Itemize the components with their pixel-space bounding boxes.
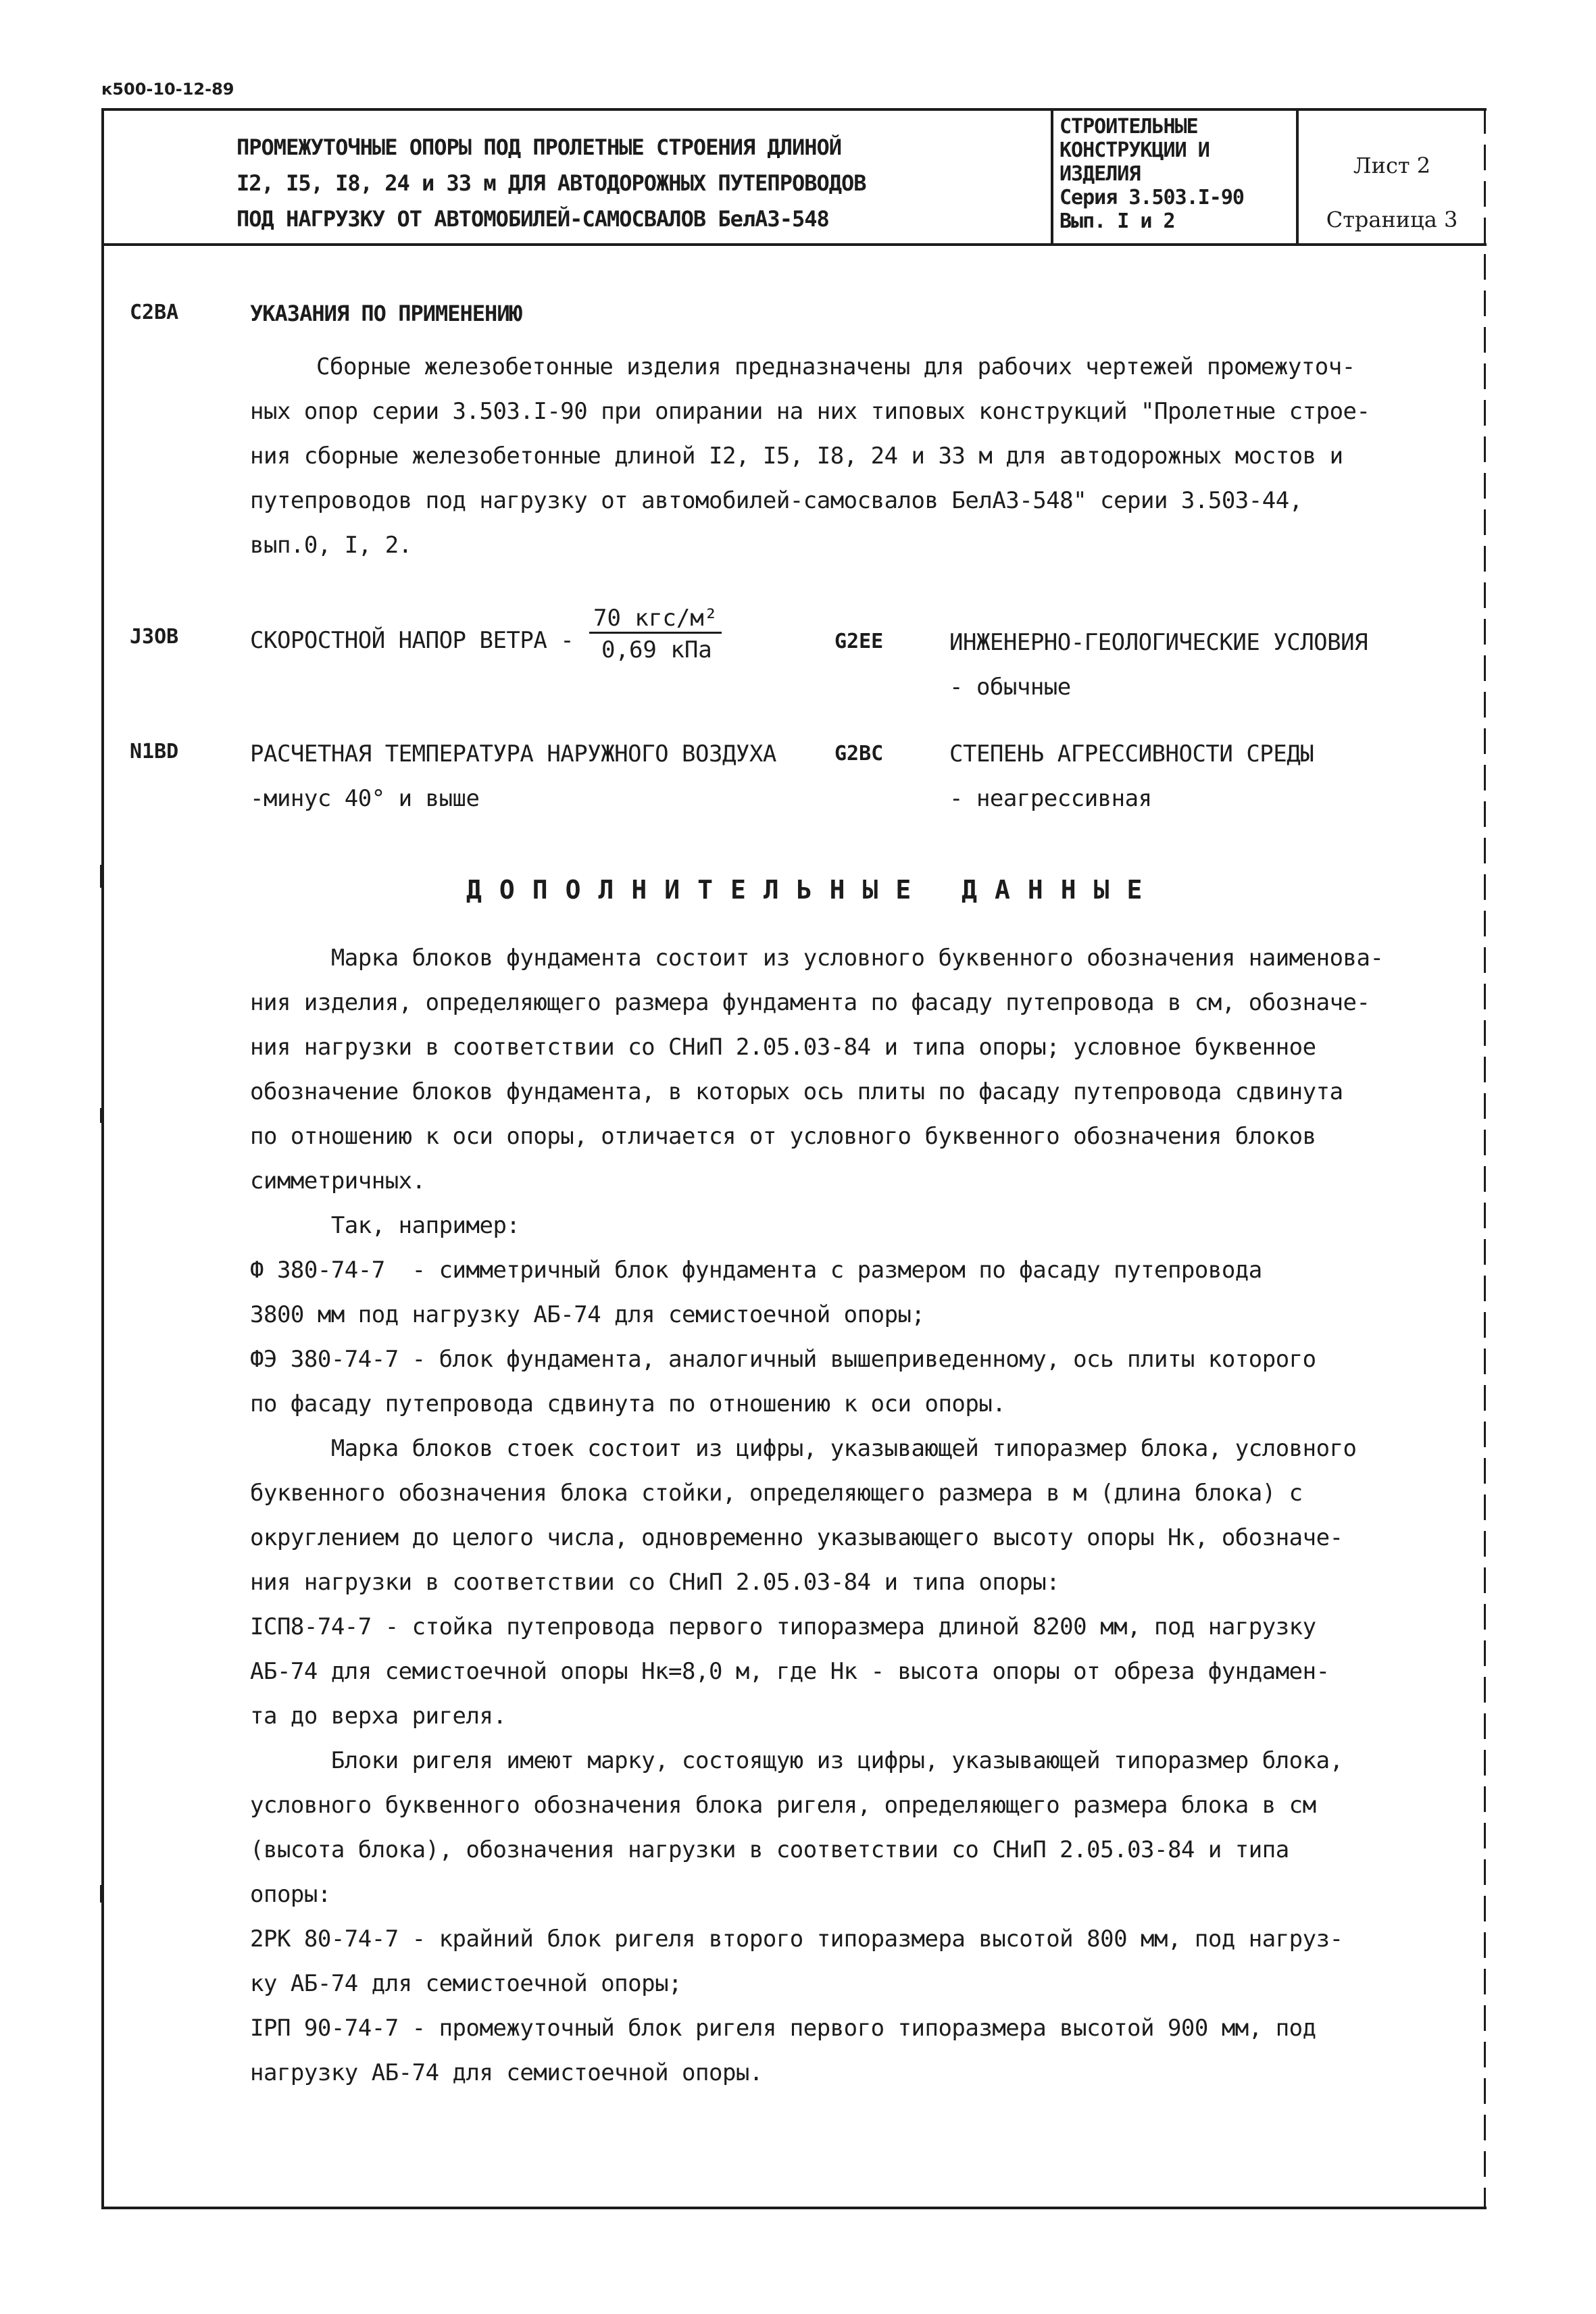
page-number: Страница 3 <box>1326 207 1458 232</box>
additional-data-text <box>250 936 1383 2095</box>
text-line: ния нагрузки в соответствии со СНиП 2.05.03-84 и типа опоры: <box>250 1569 1060 1596</box>
series-line: КОНСТРУКЦИИ И <box>1059 139 1210 162</box>
text-line: буквенного обозначения блока стойки, определяющего размера в м (длина блока) с <box>250 1480 1303 1507</box>
series-line: ИЗДЕЛИЯ <box>1059 162 1141 186</box>
temperature-code: N1BD <box>130 740 179 763</box>
text-line: Марка блоков фундамента состоит из условного буквенного обозначения наименова- <box>250 945 1384 972</box>
text-line: ния нагрузки в соответствии со СНиП 2.05.03-84 и типа опоры; условное буквенное <box>250 1034 1316 1061</box>
document-title <box>236 130 1047 237</box>
geology-code: G2EE <box>834 630 884 653</box>
series-line: Вып. I и 2 <box>1059 209 1175 233</box>
wind-value-numerator: 70 кгс/м² <box>589 605 722 634</box>
application-text <box>250 345 1370 568</box>
series-line: Серия 3.503.I-90 <box>1059 186 1244 209</box>
text-line: условного буквенного обозначения блока ригеля, определяющего размера блока в см <box>250 1792 1316 1819</box>
margin-mark <box>100 1885 104 1903</box>
text-line: 2РК 80-74-7 - крайний блок ригеля второго типоразмера высотой 800 мм, под нагруз- <box>250 1926 1343 1953</box>
geology-condition <box>949 620 1368 709</box>
additional-data-heading: ДОПОЛНИТЕЛЬНЫЕ ДАННЫЕ <box>466 875 1160 905</box>
aggressiveness-label: СТЕПЕНЬ АГРЕССИВНОСТИ СРЕДЫ <box>949 740 1314 768</box>
text-line: Марка блоков стоек состоит из цифры, указывающей типоразмер блока, условного <box>250 1435 1357 1462</box>
text-line: симметричных. <box>250 1167 426 1194</box>
wind-value-denominator: 0,69 кПа <box>601 636 712 663</box>
text-line: (высота блока), обозначения нагрузки в соответствии со СНиП 2.05.03-84 и типа <box>250 1836 1289 1863</box>
text-line: АБ-74 для семистоечной опоры Нк=8,0 м, где Нк - высота опоры от обреза фундамен- <box>250 1658 1330 1685</box>
text-line: ния сборные железобетонные длиной I2, I5, I8, 24 и 33 м для автодорожных мостов и <box>250 443 1343 470</box>
geology-label: ИНЖЕНЕРНО-ГЕОЛОГИЧЕСКИЕ УСЛОВИЯ <box>949 629 1368 656</box>
title-block-divider <box>101 243 1487 246</box>
title-line: ПОД НАГРУЗКУ ОТ АВТОМОБИЛЕЙ-САМОСВАЛОВ БелАЗ-548 <box>236 206 829 232</box>
temperature-value: -минус 40° и выше <box>250 785 480 812</box>
aggressiveness-value: - неагрессивная <box>949 785 1152 812</box>
title-line: ПРОМЕЖУТОЧНЫЕ ОПОРЫ ПОД ПРОЛЕТНЫЕ СТРОЕНИЯ ДЛИНОЙ <box>236 134 842 160</box>
text-line: ния изделия, определяющего размера фундамента по фасаду путепровода в см, обозначе- <box>250 989 1370 1016</box>
text-line: 3800 мм под нагрузку АБ-74 для семистоечной опоры; <box>250 1301 925 1328</box>
text-line: опоры: <box>250 1881 331 1908</box>
title-line: I2, I5, I8, 24 и 33 м ДЛЯ АВТОДОРОЖНЫХ ПУТЕПРОВОДОВ <box>236 170 866 196</box>
aggressiveness-code: G2BC <box>834 742 884 765</box>
text-line: по отношению к оси опоры, отличается от условного буквенного обозначения блоков <box>250 1123 1316 1150</box>
series-block <box>1059 115 1293 233</box>
wind-value <box>589 605 722 663</box>
margin-mark <box>100 1108 104 1123</box>
text-line: Ф 380-74-7 - симметричный блок фундамента с размером по фасаду путепровода <box>250 1257 1262 1284</box>
text-line: по фасаду путепровода сдвинута по отношению к оси опоры. <box>250 1390 1006 1417</box>
geology-value: - обычные <box>949 674 1071 701</box>
text-line: ку АБ-74 для семистоечной опоры; <box>250 1970 682 1997</box>
text-line: путепроводов под нагрузку от автомобилей-самосвалов БелАЗ-548" серии 3.503-44, <box>250 487 1303 514</box>
sheet-block <box>1304 139 1480 247</box>
text-line: Блоки ригеля имеют марку, состоящую из цифры, указывающей типоразмер блока, <box>250 1747 1343 1774</box>
temperature-condition <box>250 732 776 821</box>
title-block-column-line-2 <box>1296 108 1299 243</box>
document-code: к500-10-12-89 <box>101 80 234 99</box>
text-line: IСП8-74-7 - стойка путепровода первого типоразмера длиной 8200 мм, под нагрузку <box>250 1613 1316 1640</box>
text-line: Так, например: <box>250 1212 520 1239</box>
application-heading: УКАЗАНИЯ ПО ПРИМЕНЕНИЮ <box>250 301 522 326</box>
text-line: ных опор серии 3.503.I-90 при опирании на них типовых конструкций "Пролетные строе- <box>250 398 1370 425</box>
wind-label: СКОРОСТНОЙ НАПОР ВЕТРА - <box>250 627 574 654</box>
aggressiveness-condition <box>949 732 1314 821</box>
text-line: вып.0, I, 2. <box>250 532 412 559</box>
text-line: округлением до целого числа, одновременно указывающего высоту опоры Нк, обозначе- <box>250 1524 1343 1551</box>
text-line: ФЭ 380-74-7 - блок фундамента, аналогичный вышеприведенному, ось плиты которого <box>250 1346 1316 1373</box>
series-line: СТРОИТЕЛЬНЫЕ <box>1059 115 1198 139</box>
text-line: IРП 90-74-7 - промежуточный блок ригеля первого типоразмера высотой 900 мм, под <box>250 2015 1316 2042</box>
text-line: та до верха ригеля. <box>250 1703 507 1730</box>
text-line: обозначение блоков фундамента, в которых ось плиты по фасаду путепровода сдвинута <box>250 1078 1343 1105</box>
title-block-column-line-1 <box>1051 108 1053 243</box>
page-frame-right-edge <box>1484 108 1486 2209</box>
text-line: Сборные железобетонные изделия предназначены для рабочих чертежей промежуточ- <box>316 353 1355 380</box>
margin-mark <box>100 865 104 888</box>
wind-code: J3OB <box>130 625 179 649</box>
text-line: нагрузку АБ-74 для семистоечной опоры. <box>250 2059 763 2086</box>
sheet-number: Лист 2 <box>1353 153 1431 178</box>
temperature-label: РАСЧЕТНАЯ ТЕМПЕРАТУРА НАРУЖНОГО ВОЗДУХА <box>250 740 776 768</box>
application-code: C2BA <box>130 301 179 324</box>
